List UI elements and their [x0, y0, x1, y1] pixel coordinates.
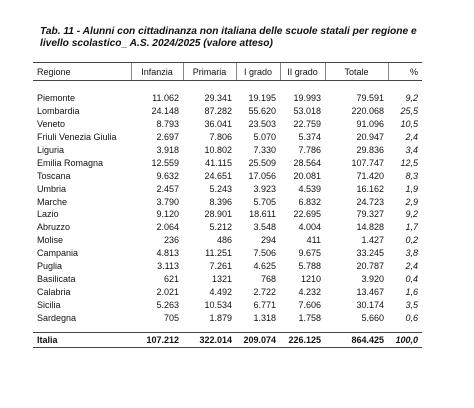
cell-i-grado: 17.056 [248, 170, 276, 181]
cell-ii-grado: 1.758 [298, 312, 321, 323]
table-row [33, 131, 422, 144]
cell-pct: 10,5 [400, 119, 418, 130]
cell-infanzia: 24.148 [151, 106, 179, 117]
cell-infanzia: 8.793 [156, 119, 179, 130]
cell-primaria: 4.492 [209, 286, 232, 297]
header-totale: Totale [325, 63, 388, 81]
cell-infanzia: 236 [163, 235, 179, 246]
cell-pct: 25,5 [400, 106, 418, 117]
table-row [33, 92, 422, 105]
cell-infanzia: 4.813 [156, 248, 179, 259]
cell-i-grado: 4.625 [253, 261, 276, 272]
cell-pct: 3,4 [405, 145, 418, 155]
cell-i-grado: 23.503 [248, 119, 276, 130]
cell-ii-grado: 5.788 [298, 261, 321, 272]
cell-infanzia: 9.632 [156, 170, 179, 181]
table-body [33, 81, 422, 333]
cell-primaria: 10.802 [204, 145, 232, 155]
cell-totale: 107.747 [351, 157, 384, 168]
cell-pct: 0,6 [405, 312, 418, 323]
cell-regione: Basilicata [37, 273, 76, 284]
cell-infanzia: 705 [163, 312, 179, 323]
table-row [33, 195, 422, 208]
total-regione: Italia [33, 333, 131, 348]
cell-i-grado: 5.070 [253, 132, 276, 143]
cell-i-grado: 25.509 [248, 157, 276, 168]
cell-primaria: 41.115 [205, 157, 232, 168]
cell-totale: 220.068 [351, 106, 384, 117]
cell-infanzia: 3.918 [156, 145, 179, 155]
cell-pct: 0,4 [405, 273, 418, 284]
table-row [33, 221, 422, 234]
header-pct: % [388, 63, 422, 81]
cell-primaria: 36.041 [204, 119, 232, 130]
total-totale: 864.425 [325, 333, 388, 348]
cell-regione: Molise [37, 235, 64, 246]
cell-ii-grado: 5.374 [298, 132, 321, 143]
cell-pct: 2,4 [405, 261, 418, 272]
cell-ii-grado: 19.993 [293, 93, 321, 104]
cell-pct: 8,3 [405, 170, 418, 181]
table-row [33, 311, 422, 324]
cell-i-grado: 5.705 [253, 196, 276, 207]
table-row [33, 182, 422, 195]
cell-pct: 9,2 [405, 93, 418, 104]
cell-ii-grado: 7.606 [298, 299, 321, 310]
total-ii-grado: 226.125 [280, 333, 325, 348]
cell-regione: Lombardia [37, 106, 80, 117]
cell-pct: 1,7 [405, 222, 418, 233]
cell-pct: 12,5 [400, 157, 418, 168]
cell-ii-grado: 4.004 [298, 222, 321, 233]
table-row [33, 247, 422, 260]
cell-infanzia: 12.559 [151, 157, 179, 168]
cell-regione: Sicilia [37, 299, 61, 310]
cell-i-grado: 18.611 [249, 209, 276, 220]
cell-totale: 1.427 [361, 235, 384, 246]
cell-primaria: 10.534 [204, 299, 232, 310]
header-ii-grado: II grado [280, 63, 325, 81]
cell-i-grado: 2.722 [253, 286, 276, 297]
cell-regione: Toscana [37, 170, 71, 181]
table-row [33, 208, 422, 221]
table-row [33, 272, 422, 285]
cell-regione: Emilia Romagna [37, 157, 104, 168]
cell-regione: Abruzzo [37, 222, 71, 233]
cell-totale: 29.836 [356, 145, 384, 155]
cell-primaria: 8.396 [209, 196, 232, 207]
header-regione: Regione [33, 63, 131, 81]
cell-regione: Piemonte [37, 93, 76, 104]
cell-totale: 13.467 [356, 286, 384, 297]
table-row [33, 298, 422, 311]
total-i-grado: 209.074 [236, 333, 280, 348]
cell-primaria: 5.243 [209, 183, 232, 194]
cell-infanzia: 2.021 [156, 286, 179, 297]
cell-infanzia: 2.457 [156, 183, 179, 194]
cell-totale: 91.096 [356, 119, 384, 130]
cell-pct: 1,9 [405, 183, 418, 194]
cell-i-grado: 55.620 [248, 106, 276, 117]
cell-regione: Liguria [37, 145, 65, 155]
cell-ii-grado: 20.081 [293, 170, 321, 181]
cell-i-grado: 7.330 [253, 145, 276, 155]
cell-i-grado: 19.195 [248, 93, 276, 104]
cell-ii-grado: 28.564 [293, 157, 321, 168]
cell-infanzia: 9.120 [156, 209, 179, 220]
cell-i-grado: 3.548 [253, 222, 276, 233]
cell-totale: 20.947 [356, 132, 384, 143]
cell-pct: 3,5 [405, 299, 418, 310]
cell-primaria: 28.901 [204, 209, 232, 220]
cell-ii-grado: 411 [306, 235, 321, 246]
cell-ii-grado: 22.759 [293, 119, 321, 130]
cell-regione: Lazio [37, 209, 59, 220]
cell-primaria: 1.879 [209, 312, 232, 323]
cell-totale: 30.174 [356, 299, 384, 310]
total-primaria: 322.014 [183, 333, 236, 348]
cell-ii-grado: 22.695 [293, 209, 321, 220]
cell-pct: 2,9 [405, 196, 418, 207]
cell-pct: 3,8 [405, 248, 418, 259]
table-row [33, 156, 422, 169]
cell-regione: Friuli Venezia Giulia [37, 132, 117, 143]
cell-regione: Umbria [37, 183, 67, 194]
cell-primaria: 486 [216, 235, 232, 246]
table-row [33, 118, 422, 131]
cell-totale: 24.723 [356, 196, 384, 207]
table-row [33, 260, 422, 273]
cell-i-grado: 768 [260, 273, 276, 284]
header-primaria: Primaria [183, 63, 236, 81]
total-row [33, 333, 422, 348]
cell-ii-grado: 6.832 [298, 196, 321, 207]
header-infanzia: Infanzia [131, 63, 183, 81]
cell-pct: 2,4 [405, 132, 418, 143]
cell-infanzia: 621 [163, 273, 179, 284]
cell-ii-grado: 9.675 [298, 248, 321, 259]
data-table-container [33, 62, 422, 348]
cell-infanzia: 3.113 [157, 261, 179, 272]
header-row [33, 63, 422, 81]
data-table [33, 62, 422, 348]
cell-totale: 71.420 [356, 170, 384, 181]
cell-infanzia: 3.790 [156, 196, 179, 207]
cell-infanzia: 5.263 [156, 299, 179, 310]
cell-totale: 33.245 [356, 248, 384, 259]
cell-totale: 20.787 [356, 261, 384, 272]
table-title: Tab. 11 - Alunni con cittadinanza non italiana delle scuole statali per regione e livello scolastico_ A.S. 2024/2025 (valore atteso) [40, 26, 417, 49]
table-row [33, 144, 422, 157]
cell-primaria: 7.806 [209, 132, 232, 143]
cell-regione: Campania [37, 248, 79, 259]
cell-primaria: 7.261 [209, 261, 232, 272]
cell-totale: 3.920 [361, 273, 384, 284]
cell-pct: 9,2 [405, 209, 418, 220]
header-i-grado: I grado [236, 63, 280, 81]
cell-totale: 5.660 [361, 312, 384, 323]
cell-regione: Sardegna [37, 312, 77, 323]
table-row [33, 169, 422, 182]
cell-i-grado: 1.318 [253, 312, 276, 323]
cell-infanzia: 2.064 [156, 222, 179, 233]
cell-primaria: 5.212 [209, 222, 232, 233]
cell-primaria: 29.341 [204, 93, 232, 104]
table-row [33, 105, 422, 118]
table-row [33, 285, 422, 298]
cell-primaria: 24.651 [204, 170, 232, 181]
table-row [33, 234, 422, 247]
cell-infanzia: 2.697 [156, 132, 179, 143]
cell-pct: 1,6 [405, 286, 418, 297]
cell-totale: 16.162 [356, 183, 384, 194]
cell-pct: 0,2 [405, 235, 418, 246]
cell-regione: Marche [37, 196, 68, 207]
cell-ii-grado: 4.539 [298, 183, 321, 194]
cell-totale: 79.591 [356, 93, 384, 104]
cell-i-grado: 6.771 [253, 299, 276, 310]
total-infanzia: 107.212 [131, 333, 183, 348]
cell-ii-grado: 4.232 [298, 286, 321, 297]
cell-totale: 14.828 [356, 222, 384, 233]
cell-i-grado: 294 [260, 235, 276, 246]
cell-i-grado: 3.923 [253, 183, 276, 194]
cell-ii-grado: 7.786 [298, 145, 321, 155]
cell-primaria: 87.282 [204, 106, 232, 117]
cell-regione: Calabria [37, 286, 71, 297]
cell-primaria: 11.251 [205, 248, 232, 259]
cell-ii-grado: 1210 [300, 273, 321, 284]
cell-totale: 79.327 [356, 209, 384, 220]
cell-ii-grado: 53.018 [293, 106, 321, 117]
cell-primaria: 1321 [211, 273, 232, 284]
cell-regione: Puglia [37, 261, 63, 272]
cell-infanzia: 11.062 [152, 93, 179, 104]
total-pct: 100,0 [388, 333, 422, 348]
cell-i-grado: 7.506 [253, 248, 276, 259]
cell-regione: Veneto [37, 119, 66, 130]
